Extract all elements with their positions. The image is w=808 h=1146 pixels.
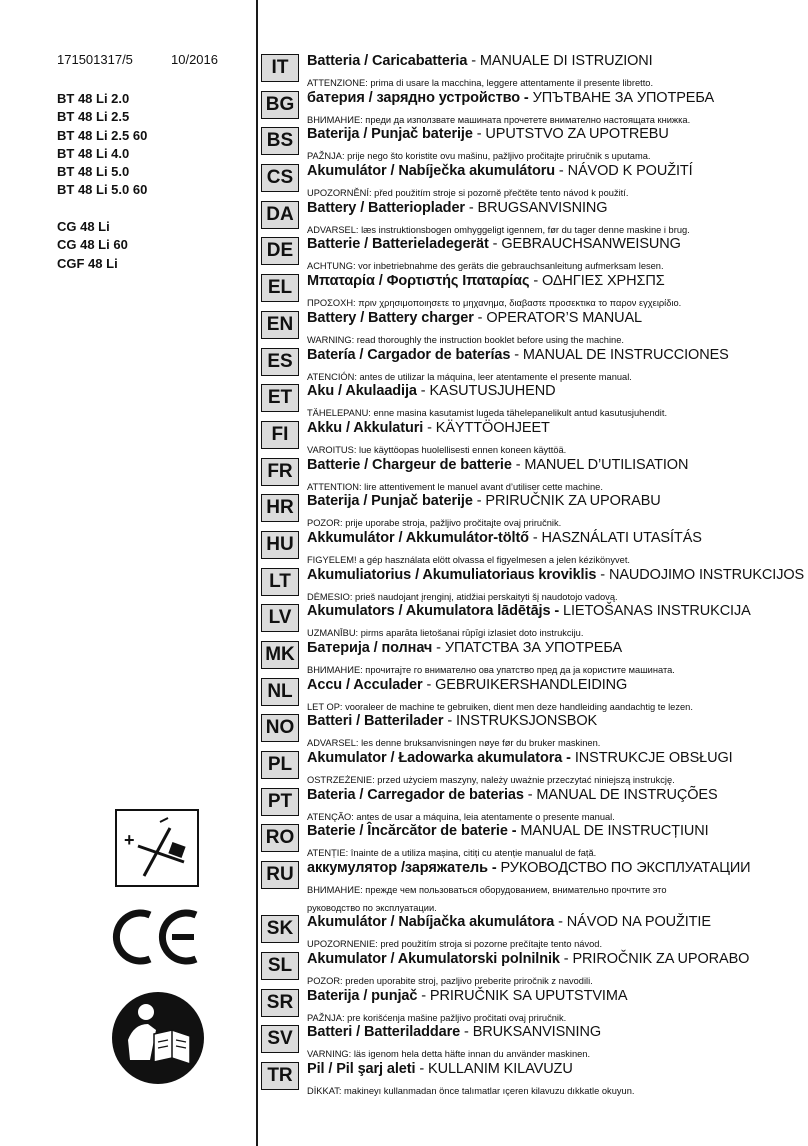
entry-title-product: Akumulators / Akumulatora lādētājs - [307,603,560,620]
model-item: BT 48 Li 5.0 60 [57,182,148,198]
entry-warning: WARNING: read thoroughly the instruction booklet before using the machine. [307,334,624,345]
entry-title [307,90,714,106]
entry-title-manual: - MANUEL D’UTILISATION [511,456,689,473]
entry-warning: UPOZORNENIE: pred použitím stroja si pozorne prečítajte tento návod. [307,939,603,950]
entry-title-product: Akku / Akkulaturi [307,419,424,436]
entry-title [307,640,622,656]
entry-title-product: Batteri / Batteriladdare [307,1024,461,1041]
entry-warning: ВНИМАНИЕ: преди да използвате машината прочетете внимателно настоящата книжка. [307,114,691,125]
language-code-box: MK [261,641,299,669]
entry-title-manual: - OPERATOR’S MANUAL [473,309,643,326]
entry-title [307,530,702,546]
language-code-box: HR [261,494,299,522]
model-item: CG 48 Li [57,219,110,234]
entry-title [307,787,718,803]
language-entry [261,162,806,199]
entry-title-product: Batería / Cargador de baterías [307,346,511,363]
entry-title-product: Baterija / punjač [307,987,418,1004]
entry-warning: ВНИМАНИЕ: прежде чем пользоваться оборудованием, внимательно прочтите это руководство по эксплуатации. [307,885,667,914]
entry-warning: ADVARSEL: les denne bruksanvisningen nøye før du bruker maskinen. [307,738,601,749]
entry-title [307,493,661,509]
entry-title-manual: - MANUALE DI ISTRUZIONI [467,53,653,69]
entry-title-manual: - PRIRUČNIK ZA UPORABU [472,493,661,510]
entry-title-product: Baterija / Punjač baterije [307,126,473,143]
language-entry [261,309,806,346]
charger-models-list [57,218,128,273]
entry-title-manual: - BRUKSANVISNING [460,1024,602,1041]
language-code-box: IT [261,54,299,82]
language-code-box: PL [261,751,299,779]
entry-title [307,677,627,693]
entry-title-product: Accu / Acculader [307,676,423,693]
entry-warning: ВНИМАНИЕ: прочитајте го внимателно ова упатство пред да ја користите машината. [307,665,675,675]
language-entry [261,950,806,987]
entry-title [307,53,653,69]
model-item: CG 48 Li 60 [57,237,128,253]
entry-warning: UZMANĪBU: pirms aparāta lietošanai rūpīgi izlasiet doto instrukciju. [307,628,584,639]
entry-title-manual: - GEBRAUCHSANWEISUNG [488,236,681,253]
language-code-box: DE [261,237,299,265]
language-code-box: LV [261,604,299,632]
language-code-box: HU [261,531,299,559]
model-item: CGF 48 Li [57,255,118,271]
language-code-box: EL [261,274,299,302]
entry-title-product: Batterie / Chargeur de batterie [307,456,512,473]
language-code-box: PT [261,788,299,816]
entry-warning: PAŽNJA: pre korišćenja mašine pažljivo pročitati ovaj priručnik. [307,1012,567,1023]
language-entry [261,272,806,309]
model-item: BT 48 Li 2.5 [57,109,130,125]
entry-title-product: Aku / Akulaadija [307,383,417,400]
entry-title-manual: УПЪТВАНЕ ЗА УПОТРЕБА [528,89,715,106]
entry-warning: OSTRZEŻENIE: przed użyciem maszyny, należy uważnie przeczytać niniejszą instrukcję. [307,775,675,786]
language-code-box: SV [261,1025,299,1053]
language-entry [261,125,806,162]
entry-warning: VARNING: läs igenom hela detta häfte innan du använder maskinen. [307,1049,591,1060]
entry-title-product: Bateria / Carregador de baterias [307,786,524,803]
language-entry [261,1023,806,1060]
entry-title-product: Akumulátor / Nabíjačka akumulátora [307,914,555,931]
entry-title [307,347,729,363]
language-code-box: CS [261,164,299,192]
entry-warning: LET OP: vooraleer de machine te gebruiken, dient men deze handleiding aandachtig te lezen. [307,701,693,712]
language-entry [261,1060,806,1097]
entry-warning: FIGYELEM! a gép használata elött olvassa el figyelmesen a jelen kézikönyvet. [307,554,630,565]
language-entries [261,52,806,1097]
entry-warning: VAROITUS: lue käyttöopas huolellisesti ennen koneen käyttöä. [307,444,567,455]
entry-title [307,310,642,326]
entry-warning: ADVARSEL: læs instruktionsbogen omhyggeligt igennem, før du tager denne maskine i brug. [307,224,690,235]
language-entry [261,89,806,126]
entry-title-product: Batteria / Caricabatteria [307,53,468,69]
entry-warning: POZOR: preden uporabite stroj, pazljivo preberite priročnik z navodili. [307,975,593,986]
language-entry [261,382,806,419]
entry-title-product: Μπαταρία / Φορτιστής Ιπαταρίας [307,273,530,290]
entry-title [307,713,597,729]
entry-title [307,457,688,473]
language-entry [261,566,806,603]
entry-title [307,163,693,179]
entry-title-product: Akumulator / Akumulatorski polnilnik [307,950,560,967]
entry-title-manual: - UPUTSTVO ZA UPOTREBU [472,126,669,143]
language-entry [261,913,806,950]
entry-title-manual: - УПАТСТВА ЗА УПОТРЕБА [432,640,623,656]
language-code-box: FI [261,421,299,449]
entry-title-manual: - ΟΔΗΓΙΕΣ ΧΡΗΣΠΣ [529,273,665,290]
entry-title [307,750,733,766]
entry-title-manual: INSTRUKCJE OBSŁUGI [570,750,733,767]
entry-title-product: Battery / Batterioplader [307,199,465,216]
language-entry [261,602,806,639]
entry-title [307,1024,601,1040]
entry-title-product: Akkumulátor / Akkumulátor-töltő [307,529,529,546]
language-code-box: EN [261,311,299,339]
entry-title-manual: - INSTRUKSJONSBOK [443,713,598,730]
entry-title [307,567,804,583]
language-code-box: DA [261,201,299,229]
language-code-box: ET [261,384,299,412]
document-date: 10/2016 [171,52,218,67]
language-entry [261,529,806,566]
language-entry [261,199,806,236]
entry-title [307,383,555,399]
language-code-box: SL [261,952,299,980]
language-code-box: BS [261,127,299,155]
entry-title [307,1061,573,1077]
entry-warning: DĖMESIO: prieš naudojant įrenginį, atidžiai perskaityti šį naudotojo vadovą. [307,591,618,602]
entry-title-manual: - KULLANIM KILAVUZU [415,1060,573,1077]
language-code-box: NO [261,714,299,742]
entry-title-manual: - NAUDOJIMO INSTRUKCIJOS [596,566,805,583]
entry-warning: PAŽNJA: prije nego što koristite ovu mašinu, pažljivo pročitajte priručnik s uputama. [307,151,651,162]
model-item: BT 48 Li 2.5 60 [57,127,148,143]
language-code-box: BG [261,91,299,119]
read-manual-icon [110,990,206,1091]
entry-title-product: Pil / Pil şarj aleti [307,1060,416,1077]
entry-title-product: Batterie / Batterieladegerät [307,236,489,253]
language-entry [261,822,806,859]
entry-title-manual: - KASUTUSJUHEND [416,383,556,400]
language-entry [261,456,806,493]
entry-title-product: Батерија / полнач [307,640,433,656]
entry-title-product: аккумулятор /заряжатель - [307,860,497,877]
entry-warning: ATENÇÃO: antes de usar a máquina, leia atentamente o presente manual. [307,811,615,822]
language-entry [261,235,806,272]
entry-title-manual: - MANUAL DE INSTRUCCIONES [510,346,729,363]
entry-title-product: Batteri / Batterilader [307,713,444,730]
svg-text:+: + [124,830,135,850]
entry-warning: ATTENTION: lire attentivement le manuel avant d’utiliser cette machine. [307,481,603,492]
entry-title-manual: - MANUAL DE INSTRUÇÕES [523,786,718,803]
entry-warning: ATENCIÓN: antes de utilizar la máquina, leer atentamente el presente manual. [307,371,632,382]
language-code-box: RU [261,861,299,889]
language-entry [261,987,806,1024]
ce-mark-icon [110,907,202,972]
language-entry [261,786,806,823]
divider-line [256,0,258,1146]
entry-title-manual: - NÁVOD K POUŽITÍ [555,163,693,180]
entry-title-product: Akumulator / Ładowarka akumulatora - [307,750,571,767]
language-entry [261,492,806,529]
language-entry [261,419,806,456]
entry-title [307,823,709,839]
entry-title [307,273,665,289]
entry-warning: ATTENZIONE: prima di usare la macchina, leggere attentamente il presente libretto. [307,78,654,88]
entry-warning: ATENȚIE: înainte de a utiliza mașina, citiți cu atenție manualul de față. [307,848,597,859]
entry-warning: ΠΡΟΣΟΧΗ: πριν χρησιμοποιησετε το μηχανημα, διαβαστε προσεκτικα το παρον εγχειρίδιο. [307,298,682,309]
language-code-box: TR [261,1062,299,1090]
language-code-box: FR [261,458,299,486]
entry-title [307,860,751,876]
entry-title-manual: - KÄYTTÖOHJEET [423,419,550,436]
language-entry [261,639,806,676]
entry-warning: POZOR: prije uporabe stroja, pažljivo pročitajte ovaj priručnik. [307,518,562,529]
entry-title-manual: - PRIRUČNIK SA UPUTSTVIMA [417,987,628,1004]
entry-title-product: Akumuliatorius / Akumuliatoriaus kroviklis [307,566,597,583]
language-code-box: LT [261,568,299,596]
entry-title [307,236,681,252]
battery-polarity-icon [114,808,200,893]
language-entry [261,749,806,786]
entry-title-manual: - HASZNÁLATI UTASÍTÁS [528,529,702,546]
entry-title-manual: - NÁVOD NA POUŽITIE [554,914,711,931]
entry-title [307,420,550,436]
entry-warning: DİKKAT: makineyı kullanmadan önce talımatlar ıçeren kilavuzu dıkkatle okuyun. [307,1085,635,1096]
entry-title-manual: РУКОВОДСТВО ПО ЭКСПЛУАТАЦИИ [496,860,751,877]
entry-title-product: Akumulátor / Nabíječka akumulátoru [307,163,555,180]
battery-models-list [57,90,147,200]
language-entry [261,712,806,749]
model-item: BT 48 Li 4.0 [57,145,130,161]
model-item: BT 48 Li 5.0 [57,164,130,180]
language-code-box: NL [261,678,299,706]
entry-title [307,200,607,216]
language-code-box: ES [261,348,299,376]
language-entry [261,859,806,913]
language-code-box: SR [261,989,299,1017]
entry-title-product: Baterija / Punjač baterije [307,493,473,510]
entry-warning: TÄHELEPANU: enne masina kasutamist lugeda tähelepanelikult antud kasutusjuhendit. [307,408,668,419]
language-entry [261,346,806,383]
language-entry [261,676,806,713]
entry-title-manual: LIETOŠANAS INSTRUKCIJA [559,603,751,620]
entry-title-manual: - PRIROČNIK ZA UPORABO [559,950,750,967]
language-entry [261,52,806,89]
entry-title-product: батерия / зарядно устройство - [307,89,529,106]
entry-title-manual: MANUAL DE INSTRUCȚIUNI [516,823,709,840]
model-item: BT 48 Li 2.0 [57,91,130,106]
entry-title-manual: - BRUGSANVISNING [464,199,608,216]
entry-title [307,603,751,619]
entry-warning: UPOZORNĚNÍ: před použitím stroje si pozorně přečtěte tento návod k použití. [307,188,629,199]
language-code-box: SK [261,915,299,943]
entry-title-manual: - GEBRUIKERSHANDLEIDING [422,676,628,693]
entry-title [307,126,669,142]
entry-title-product: Battery / Battery charger [307,309,474,326]
entry-title [307,988,627,1004]
entry-warning: ACHTUNG: vor inbetriebnahme des geräts die gebrauchsanleitung aufmerksam lesen. [307,261,664,272]
document-code: 171501317/5 [57,52,133,67]
language-code-box: RO [261,824,299,852]
entry-title [307,951,749,967]
entry-title-product: Baterie / Încărcător de baterie - [307,823,517,840]
entry-title [307,914,711,930]
